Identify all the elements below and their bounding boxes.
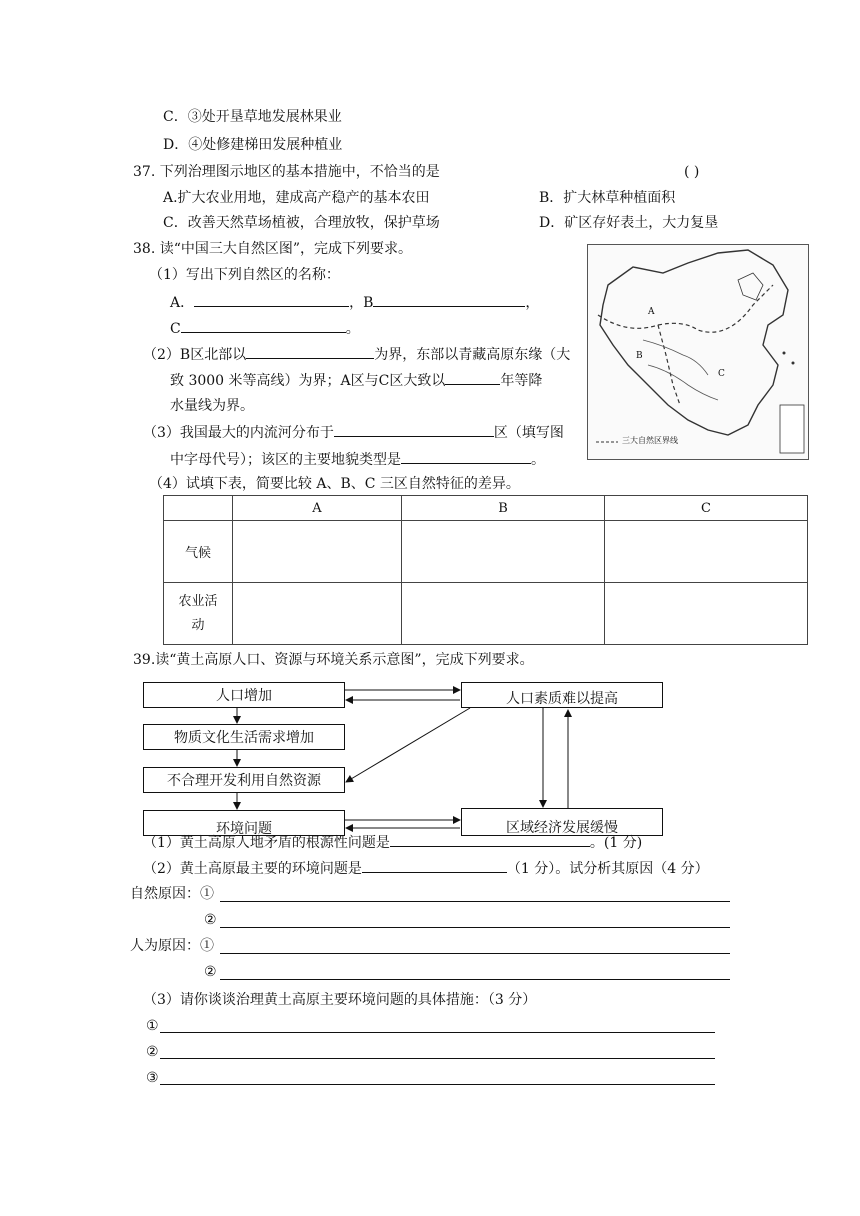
q37-option-d: D．矿区存好表土，大力复垦 (539, 215, 719, 231)
q37-option-c: C．改善天然草场植被，合理放牧，保护草场 (163, 215, 440, 231)
map-label-a: A (648, 307, 655, 317)
q38-part2-line1: （2）B区北部以 为界，东部以青藏高原东缘（大 (143, 347, 571, 363)
q37-option-b: B．扩大林草种植面积 (539, 190, 676, 206)
answer-line-measure-1[interactable] (160, 1031, 715, 1033)
q38-part4: （4）试填下表，简要比较 A、B、C 三区自然特征的差异。 (149, 476, 520, 492)
q38-part1: （1）写出下列自然区的名称： (149, 267, 340, 283)
box-environment-problem: 环境问题 (143, 810, 345, 836)
box-population-increase: 人口增加 (143, 682, 345, 708)
q39-part2: （2）黄土高原最主要的环境问题是 （1 分）。试分析其原因（4 分） (143, 861, 709, 877)
map-legend: 三大自然区界线 (622, 436, 678, 445)
answer-line-measure-2[interactable] (160, 1057, 715, 1059)
q37-answer-paren[interactable]: ( ) (684, 164, 700, 180)
natural-cause-2: ② (204, 912, 217, 928)
box-population-quality: 人口素质难以提高 (461, 682, 663, 708)
answer-line-measure-3[interactable] (160, 1083, 715, 1085)
human-cause-label: 人为原因：① (130, 938, 214, 954)
q38-part1-line-ab: A． ，B ， (170, 295, 540, 311)
box-slow-economy: 区域经济发展缓慢 (461, 808, 663, 836)
box-demand-increase: 物质文化生活需求增加 (143, 724, 345, 750)
q36-option-d: D．④处修建梯田发展种植业 (163, 137, 343, 153)
row-label-agriculture: 农业活动 (164, 583, 233, 645)
human-cause-2: ② (204, 964, 217, 980)
table-header-a: A (233, 496, 402, 521)
measure-3-label: ③ (146, 1070, 159, 1086)
q39-part3: （3）请你谈谈治理黄土高原主要环境问题的具体措施：（3 分） (143, 992, 537, 1008)
blank-main-env-problem[interactable] (362, 859, 507, 873)
table-header-c: C (605, 496, 808, 521)
q38-stem: 38. 读“中国三大自然区图”，完成下列要求。 (133, 241, 413, 257)
map-label-b: B (636, 351, 643, 361)
q38-part2-line2: 致 3000 米等高线）为界；A区与C区大致以 年等降 (170, 373, 543, 389)
answer-line-human-1[interactable] (220, 952, 730, 954)
answer-line-human-2[interactable] (220, 978, 730, 980)
answer-line-natural-1[interactable] (220, 900, 730, 902)
map-label-c: C (718, 369, 725, 379)
q38-part1-line-c: C 。 (170, 321, 360, 337)
row-label-climate: 气候 (164, 521, 233, 583)
natural-cause-label: 自然原因：① (130, 886, 214, 902)
table-header-b: B (402, 496, 605, 521)
q39-stem: 39.读“黄土高原人口、资源与环境关系示意图”，完成下列要求。 (133, 652, 534, 668)
q39-part1: （1）黄土高原人地矛盾的根源性问题是 。(1 分) (143, 835, 643, 851)
answer-line-natural-2[interactable] (220, 926, 730, 928)
q38-part2-line3: 水量线为界。 (170, 398, 254, 414)
blank-root-problem[interactable] (390, 833, 590, 847)
q37-option-a: A.扩大农业用地，建成高产稳产的基本农田 (163, 190, 430, 206)
q38-part3-line2: 中字母代号）；该区的主要地貌类型是 。 (170, 452, 545, 468)
q36-option-c: C．③处开垦草地发展林果业 (163, 109, 342, 125)
q38-part3-line1: （3）我国最大的内流河分布于 区（填写图 (143, 425, 564, 441)
box-irrational-exploitation: 不合理开发利用自然资源 (143, 767, 345, 793)
measure-1-label: ① (146, 1018, 159, 1034)
measure-2-label: ② (146, 1044, 159, 1060)
q37-stem: 37. 下列治理图示地区的基本措施中，不恰当的是 (133, 164, 440, 180)
